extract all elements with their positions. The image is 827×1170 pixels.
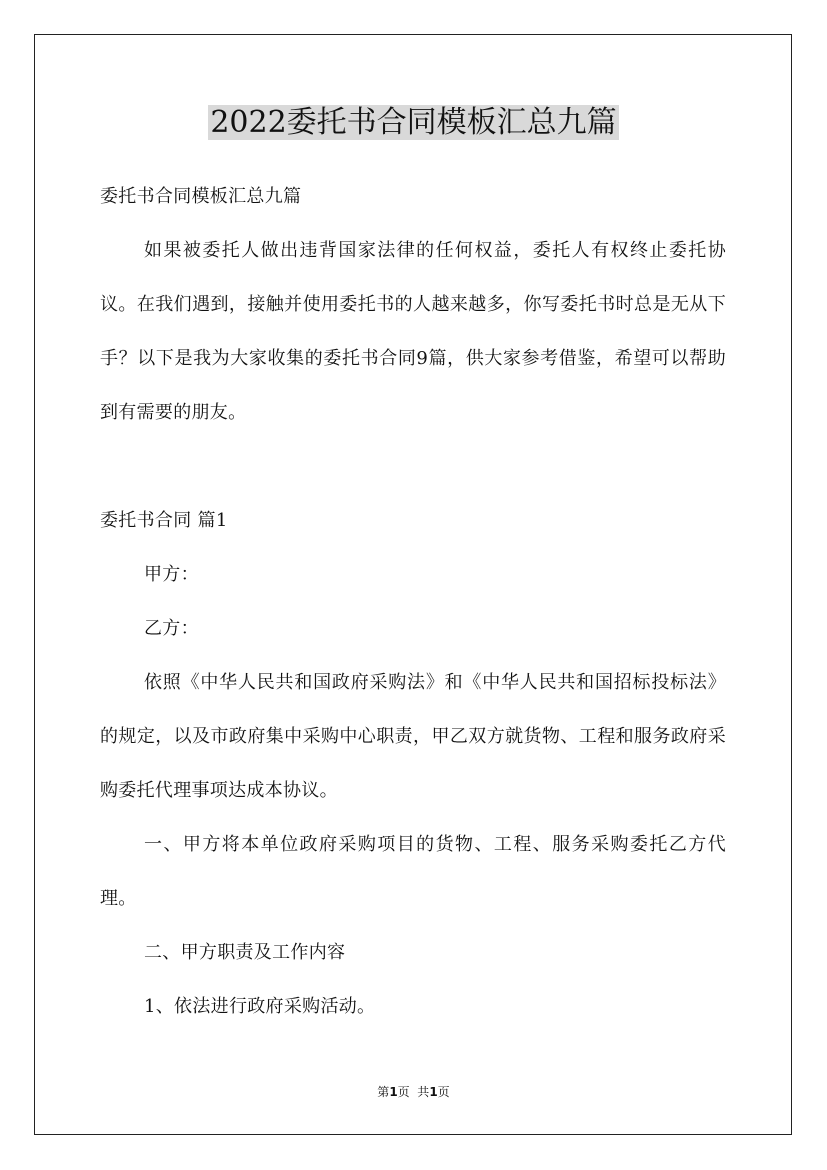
- page-footer: [0, 1084, 827, 1100]
- party-b-line: 乙方：: [144, 618, 199, 639]
- page-number-current: 1: [389, 1085, 398, 1099]
- clause-2-item-1: 1、依法进行政府采购活动。: [144, 996, 376, 1017]
- basis-paragraph: 依照《中华人民共和国政府采购法》和《中华人民共和国招标投标法》的规定，以及市政府集中采购中心职责，甲乙双方就货物、工程和服务政府采购委托代理事项达成本协议。: [100, 672, 726, 801]
- section-heading: 委托书合同 篇1: [100, 510, 228, 531]
- page-number-total: 1: [429, 1085, 438, 1099]
- paragraph-spacer: [100, 440, 726, 494]
- party-a-line: 甲方：: [144, 564, 199, 585]
- clause-1: 一、甲方将本单位政府采购项目的货物、工程、服务采购委托乙方代理。: [100, 834, 726, 909]
- document-title-text: 2022委托书合同模板汇总九篇: [210, 105, 617, 140]
- document-subtitle: 委托书合同模板汇总九篇: [100, 186, 302, 207]
- page-number-mid: 页 共: [397, 1085, 430, 1099]
- page-number-suffix: 页: [437, 1085, 450, 1099]
- intro-paragraph: 如果被委托人做出违背国家法律的任何权益，委托人有权终止委托协议。在我们遇到，接触并使用委托书的人越来越多，你写委托书时总是无从下手？以下是我为大家收集的委托书合同9篇，供大家参考借鉴，希望可以帮助到有需要的朋友。: [100, 240, 726, 423]
- document-title: [0, 100, 827, 146]
- page-number-prefix: 第: [377, 1085, 390, 1099]
- document-body: [100, 170, 726, 1034]
- clause-2-heading: 二、甲方职责及工作内容: [144, 942, 346, 963]
